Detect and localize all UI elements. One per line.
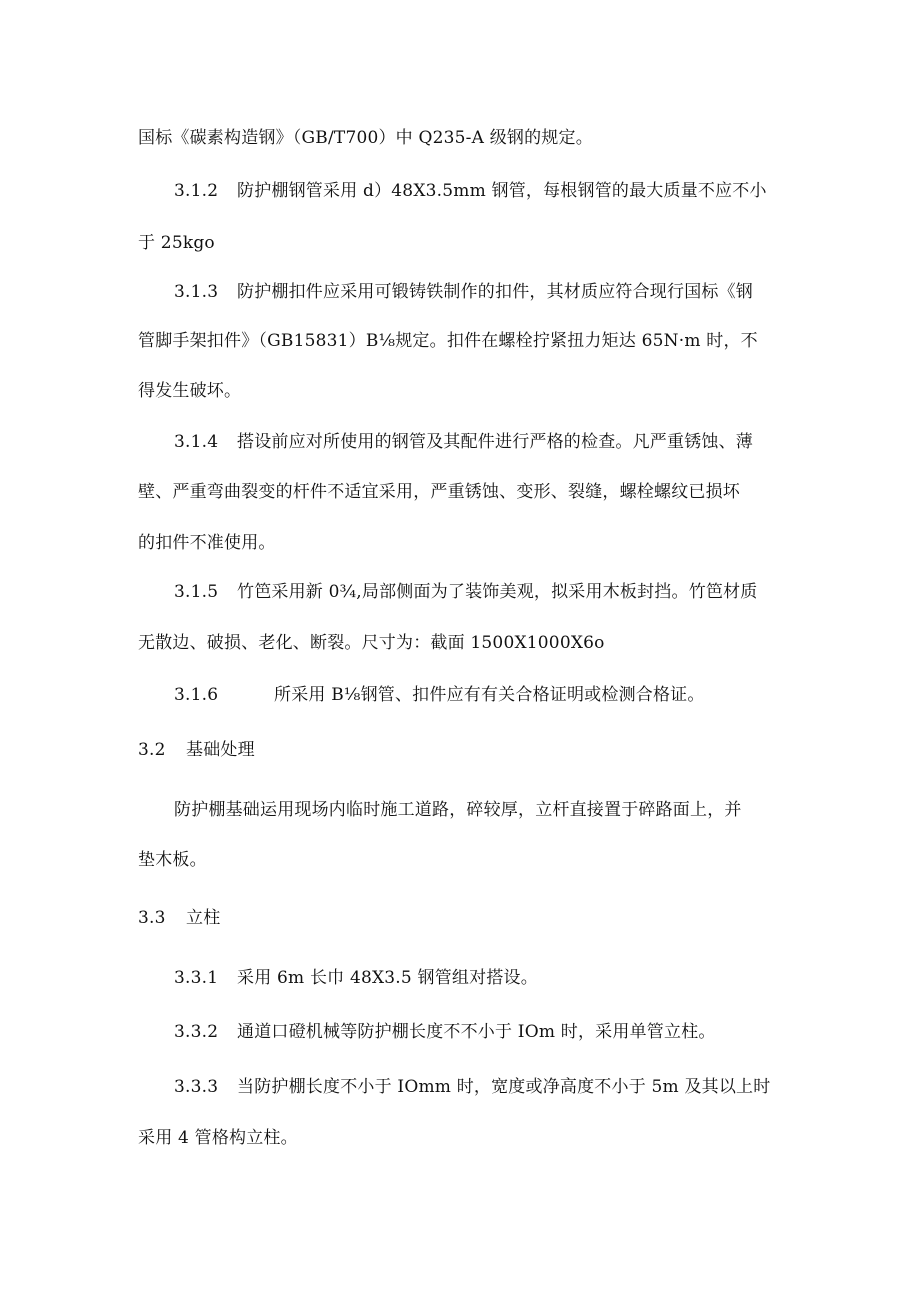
paragraph-3-1-4 (174, 432, 824, 452)
paragraph-text: 通道口磴机械等防护棚长度不不小于 IOm 时，采用单管立柱。 (237, 1022, 716, 1042)
section-number: 3.3 (138, 908, 166, 928)
paragraph-3-1-5 (174, 582, 824, 602)
paragraph-3-2 (174, 800, 824, 820)
section-number: 3.2 (138, 740, 166, 760)
paragraph-3-1-4-cont (138, 533, 788, 553)
paragraph-text: 无散边、破损、老化、断裂。尺寸为：截面 1500X1000X6o (138, 633, 605, 653)
section-title: 立柱 (186, 908, 221, 928)
paragraph-3-1-2-cont (138, 233, 788, 253)
paragraph-3-1-3-cont (138, 381, 788, 401)
paragraph-3-2-cont (138, 850, 788, 870)
paragraph-3-3-3-cont (138, 1128, 788, 1148)
clause-number: 3.3.3 (174, 1077, 219, 1097)
paragraph-text: 防护棚扣件应采用可锻铸铁制作的扣件，其材质应符合现行国标《钢 (237, 282, 753, 302)
section-title: 基础处理 (186, 740, 255, 760)
paragraph-text: 防护棚基础运用现场内临时施工道路，碎较厚，立杆直接置于碎路面上，并 (174, 800, 742, 820)
paragraph-text: 壁、严重弯曲裂变的杆件不适宜采用，严重锈蚀、变形、裂缝，螺栓螺纹已损坏 (138, 482, 740, 502)
clause-number: 3.1.2 (174, 181, 219, 201)
paragraph-text: 防护棚钢管采用 d）48X3.5mm 钢管，每根钢管的最大质量不应不小 (237, 181, 767, 201)
paragraph-text: 于 25kgo (138, 233, 215, 253)
paragraph-text: 采用 6m 长巾 48X3.5 钢管组对搭设。 (237, 968, 538, 988)
paragraph-3-1-4-cont (138, 482, 788, 502)
paragraph-3-3-2 (174, 1022, 824, 1042)
section-heading-3-2 (138, 740, 788, 760)
paragraph-text: 搭设前应对所使用的钢管及其配件进行严格的检查。凡严重锈蚀、薄 (237, 432, 753, 452)
paragraph-3-1-6 (174, 685, 824, 705)
paragraph-text: 国标《碳素构造钢》（GB/T700）中 Q235-A 级钢的规定。 (138, 128, 593, 148)
paragraph-text: 管脚手架扣件》（GB15831）B⅛规定。扣件在螺栓拧紧扭力矩达 65N·m 时，不 (138, 331, 758, 351)
paragraph-text: 竹笆采用新 0¾,局部侧面为了装饰美观，拟采用木板封挡。竹笆材质 (237, 582, 758, 602)
paragraph-text: 采用 4 管格构立柱。 (138, 1128, 298, 1148)
clause-number: 3.1.5 (174, 582, 219, 602)
paragraph-3-3-3 (174, 1077, 824, 1097)
paragraph-3-1-3-cont (138, 331, 788, 351)
paragraph-3-3-1 (174, 968, 824, 988)
paragraph-text: 垫木板。 (138, 850, 207, 870)
paragraph-3-1-2 (174, 181, 824, 201)
paragraph-text: 得发生破坏。 (138, 381, 242, 401)
paragraph-text: 当防护棚长度不小于 IOmm 时，宽度或净高度不小于 5m 及其以上时 (237, 1077, 771, 1097)
clause-number: 3.3.1 (174, 968, 219, 988)
paragraph-3-1-5-cont (138, 633, 788, 653)
clause-number: 3.3.2 (174, 1022, 219, 1042)
clause-number: 3.1.6 (174, 685, 219, 705)
paragraph-text: 所采用 B⅛钢管、扣件应有有关合格证明或检测合格证。 (274, 685, 705, 705)
paragraph-3-1-1-tail (138, 128, 788, 148)
paragraph-text: 的扣件不准使用。 (138, 533, 276, 553)
clause-number: 3.1.4 (174, 432, 219, 452)
clause-number: 3.1.3 (174, 282, 219, 302)
section-heading-3-3 (138, 908, 788, 928)
paragraph-3-1-3 (174, 282, 824, 302)
